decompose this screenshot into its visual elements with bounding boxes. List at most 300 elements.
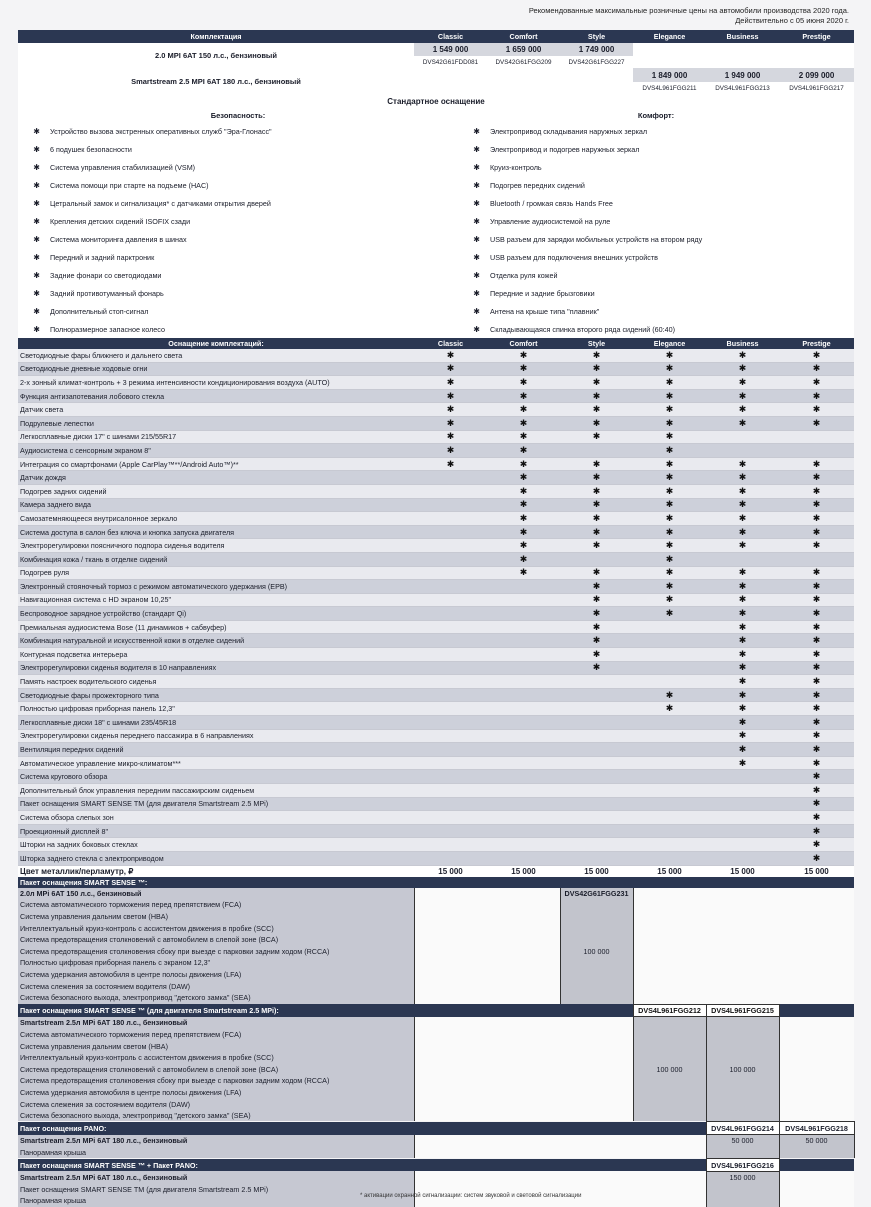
header-note [529, 6, 849, 26]
standard-row [18, 122, 854, 140]
safety-item: Крепления детских сидений ISOFIX сзади [48, 212, 458, 230]
option-cell [706, 552, 779, 566]
empty-cell [779, 1075, 854, 1087]
included-mark-icon: ✱ [779, 403, 854, 417]
option-cell [487, 824, 560, 838]
bullet-icon: ✱ [458, 248, 488, 266]
included-mark-icon: ✱ [633, 607, 706, 621]
package-price: 100 000 [560, 946, 633, 958]
option-cell [560, 824, 633, 838]
empty-cell [633, 934, 854, 946]
package-row [18, 1110, 854, 1122]
empty-cell [560, 992, 633, 1004]
option-label: Подогрев задних сидений [18, 484, 414, 498]
package-row [18, 888, 854, 900]
empty-cell [414, 1063, 633, 1075]
options-list [18, 349, 854, 866]
package-row [18, 992, 854, 1004]
option-cell [633, 756, 706, 770]
option-cell [487, 648, 560, 662]
option-cell [560, 552, 633, 566]
option-cell [487, 729, 560, 743]
empty-cell [414, 934, 560, 946]
empty-cell [779, 1063, 854, 1075]
bullet-icon: ✱ [458, 320, 488, 338]
package-pano [18, 1121, 855, 1158]
safety-item: Цетральный замок и сигнализация* с датчиками открытия дверей [48, 194, 458, 212]
included-mark-icon: ✱ [560, 471, 633, 485]
bullet-icon: ✱ [18, 302, 48, 320]
option-label: Подрулевые лепестки [18, 416, 414, 430]
option-label: Шторка заднего стекла с электроприводом [18, 851, 414, 865]
bullet-icon: ✱ [18, 266, 48, 284]
standard-row [18, 302, 854, 320]
safety-item: Задние фонари со светодиодами [48, 266, 458, 284]
option-cell [414, 580, 487, 594]
package-row [18, 1029, 854, 1041]
option-cell [633, 743, 706, 757]
option-label: Аудиосистема с сенсорным экраном 8" [18, 444, 414, 458]
comfort-item: Складывающаяся спинка второго ряда сидений (60:40) [488, 320, 854, 338]
option-row [18, 416, 854, 430]
metallic-price: 15 000 [438, 866, 463, 876]
empty-cell [414, 1040, 633, 1052]
standard-list [18, 122, 854, 338]
included-mark-icon: ✱ [560, 661, 633, 675]
option-cell [414, 811, 487, 825]
included-mark-icon: ✱ [779, 525, 854, 539]
included-mark-icon: ✱ [706, 376, 779, 390]
standard-title: Стандартное оснащение [18, 94, 854, 108]
option-cell [779, 552, 854, 566]
engine2-name: Smartstream 2.5 MPI 6AT 180 л.с., бензиновый [131, 76, 301, 86]
package-item: Система безопасного выхода, электропривод "детского замка" (SEA) [18, 1110, 414, 1122]
included-mark-icon: ✱ [706, 457, 779, 471]
included-mark-icon: ✱ [633, 688, 706, 702]
package-row [18, 1075, 854, 1087]
metallic-price: 15 000 [730, 866, 755, 876]
price-table [18, 30, 854, 43]
option-cell [414, 743, 487, 757]
included-mark-icon: ✱ [633, 498, 706, 512]
included-mark-icon: ✱ [560, 457, 633, 471]
option-cell [633, 729, 706, 743]
option-label: Легкосплавные диски 18" с шинами 235/45R18 [18, 716, 414, 730]
included-mark-icon: ✱ [560, 512, 633, 526]
included-mark-icon: ✱ [633, 362, 706, 376]
included-mark-icon: ✱ [706, 675, 779, 689]
standard-row [18, 320, 854, 338]
option-cell [414, 484, 487, 498]
metallic-price: 15 000 [584, 866, 609, 876]
option-cell [779, 430, 854, 444]
empty-cell [633, 1029, 706, 1041]
included-mark-icon: ✱ [706, 702, 779, 716]
standard-row [18, 212, 854, 230]
option-row [18, 729, 854, 743]
option-cell [487, 620, 560, 634]
empty-cell [633, 946, 854, 958]
option-cell [560, 444, 633, 458]
option-row [18, 484, 854, 498]
trim-header: Business [706, 338, 779, 349]
empty-cell [633, 911, 854, 923]
bullet-icon: ✱ [458, 302, 488, 320]
trim-header: Business [706, 30, 779, 43]
included-mark-icon: ✱ [779, 784, 854, 798]
package-row [18, 980, 854, 992]
empty-cell [633, 1098, 706, 1110]
package-smart-sense-pano [18, 1158, 854, 1206]
bullet-icon: ✱ [458, 212, 488, 230]
included-mark-icon: ✱ [779, 362, 854, 376]
empty-cell [414, 1029, 633, 1041]
empty-cell [706, 1017, 779, 1029]
package-price: 50 000 [779, 1135, 854, 1147]
included-mark-icon: ✱ [779, 607, 854, 621]
included-mark-icon: ✱ [706, 471, 779, 485]
empty-cell [633, 1087, 706, 1099]
empty-cell [706, 1110, 779, 1122]
trim-header: Style [560, 30, 633, 43]
option-label: Контурная подсветка интерьера [18, 648, 414, 662]
metallic-label: Цвет металлик/перламутр, ₽ [20, 866, 134, 876]
code-cell: DVS4L961FGG211 [642, 84, 697, 92]
included-mark-icon: ✱ [414, 457, 487, 471]
included-mark-icon: ✱ [779, 688, 854, 702]
empty-cell [633, 969, 854, 981]
empty-cell [414, 1098, 633, 1110]
safety-title: Безопасность: [18, 108, 458, 122]
option-row [18, 607, 854, 621]
option-cell [560, 688, 633, 702]
standard-table [18, 94, 854, 122]
option-cell [414, 784, 487, 798]
empty-cell [414, 899, 560, 911]
trim-header: Style [560, 338, 633, 349]
included-mark-icon: ✱ [633, 580, 706, 594]
included-mark-icon: ✱ [706, 634, 779, 648]
option-cell [706, 838, 779, 852]
option-label: Автоматическое управление микро-климатом*** [18, 756, 414, 770]
option-cell [487, 743, 560, 757]
option-row [18, 743, 854, 757]
package-row [18, 1098, 854, 1110]
empty-cell [633, 992, 854, 1004]
empty-cell [706, 1040, 779, 1052]
package-title-row [18, 1159, 854, 1172]
option-cell [414, 702, 487, 716]
included-mark-icon: ✱ [779, 349, 854, 362]
comfort-item: Передние и задние брызговики [488, 284, 854, 302]
option-row [18, 593, 854, 607]
included-mark-icon: ✱ [487, 484, 560, 498]
option-row [18, 512, 854, 526]
option-row [18, 811, 854, 825]
included-mark-icon: ✱ [560, 430, 633, 444]
option-cell [633, 824, 706, 838]
option-cell [487, 593, 560, 607]
included-mark-icon: ✱ [633, 525, 706, 539]
option-label: Светодиодные дневные ходовые огни [18, 362, 414, 376]
option-cell [414, 838, 487, 852]
option-cell [487, 634, 560, 648]
included-mark-icon: ✱ [487, 566, 560, 580]
option-cell [560, 702, 633, 716]
included-mark-icon: ✱ [779, 484, 854, 498]
empty-cell [633, 1017, 706, 1029]
empty-cell [414, 980, 560, 992]
package-title: Пакет оснащения SMART SENSE ™: [18, 877, 854, 888]
bullet-icon: ✱ [458, 266, 488, 284]
included-mark-icon: ✱ [779, 797, 854, 811]
option-cell [560, 851, 633, 865]
options-title: Оснащение комплектаций: [18, 338, 414, 349]
comfort-item: Антена на крыше типа "плавник" [488, 302, 854, 320]
included-mark-icon: ✱ [779, 675, 854, 689]
included-mark-icon: ✱ [560, 484, 633, 498]
included-mark-icon: ✱ [779, 729, 854, 743]
empty-cell [779, 1040, 854, 1052]
included-mark-icon: ✱ [560, 593, 633, 607]
option-label: Электрорегулировки сиденья водителя в 10 направлениях [18, 661, 414, 675]
empty-cell [779, 1159, 854, 1172]
included-mark-icon: ✱ [779, 566, 854, 580]
standard-row [18, 158, 854, 176]
empty-cell [706, 1147, 779, 1159]
included-mark-icon: ✱ [633, 457, 706, 471]
option-cell [560, 811, 633, 825]
empty-cell [560, 957, 633, 969]
option-cell [414, 620, 487, 634]
included-mark-icon: ✱ [487, 512, 560, 526]
package-code: DVS4L961FGG214 [706, 1122, 779, 1135]
package-row [18, 946, 854, 958]
included-mark-icon: ✱ [414, 430, 487, 444]
option-row [18, 498, 854, 512]
included-mark-icon: ✱ [706, 539, 779, 553]
package-item: Система управления дальним светом (HBA) [18, 911, 414, 923]
included-mark-icon: ✱ [706, 620, 779, 634]
empty-cell [414, 1052, 633, 1064]
option-cell [414, 851, 487, 865]
package-item: Система автоматического торможения перед препятствием (FCA) [18, 1029, 414, 1041]
option-cell [633, 797, 706, 811]
option-cell [414, 607, 487, 621]
standard-row [18, 284, 854, 302]
included-mark-icon: ✱ [779, 376, 854, 390]
included-mark-icon: ✱ [779, 824, 854, 838]
bullet-icon: ✱ [18, 194, 48, 212]
option-row [18, 444, 854, 458]
included-mark-icon: ✱ [487, 376, 560, 390]
empty-cell [414, 1135, 706, 1147]
engine-table [18, 43, 854, 94]
included-mark-icon: ✱ [633, 484, 706, 498]
included-mark-icon: ✱ [779, 498, 854, 512]
option-cell [414, 824, 487, 838]
included-mark-icon: ✱ [560, 620, 633, 634]
option-row [18, 362, 854, 376]
empty-cell [414, 957, 560, 969]
empty-cell [414, 1075, 633, 1087]
option-row [18, 770, 854, 784]
package-title: Пакет оснащения PANO: [18, 1122, 706, 1135]
option-cell [414, 471, 487, 485]
package-item: Система безопасного выхода, электропривод "детского замка" (SEA) [18, 992, 414, 1004]
comfort-item: Подогрев передних сидений [488, 176, 854, 194]
included-mark-icon: ✱ [779, 661, 854, 675]
option-row [18, 457, 854, 471]
option-row [18, 552, 854, 566]
included-mark-icon: ✱ [487, 471, 560, 485]
trim-header: Comfort [487, 338, 560, 349]
included-mark-icon: ✱ [633, 389, 706, 403]
included-mark-icon: ✱ [633, 416, 706, 430]
package-row [18, 1063, 854, 1075]
empty-cell [560, 922, 633, 934]
empty-cell [706, 1052, 779, 1064]
included-mark-icon: ✱ [560, 539, 633, 553]
package-title-row [18, 1122, 854, 1135]
option-cell [414, 688, 487, 702]
bullet-icon: ✱ [458, 284, 488, 302]
comfort-item: Круиз-контроль [488, 158, 854, 176]
code-cell: DVS42G61FGG209 [495, 58, 552, 66]
included-mark-icon: ✱ [706, 593, 779, 607]
table-header-row [18, 30, 854, 43]
package-engine: Smartstream 2.5л MPi 6AT 180 л.с., бензиновый [18, 1135, 414, 1147]
trim-header: Elegance [633, 30, 706, 43]
option-row [18, 784, 854, 798]
package-row [18, 1040, 854, 1052]
included-mark-icon: ✱ [487, 444, 560, 458]
option-label: Легкосплавные диски 17" с шинами 215/55R17 [18, 430, 414, 444]
empty-cell [560, 934, 633, 946]
option-label: Датчик дождя [18, 471, 414, 485]
code-cell: DVS42G61FGG227 [568, 58, 625, 66]
metallic-row [18, 866, 854, 877]
option-label: Камера заднего вида [18, 498, 414, 512]
option-cell [779, 444, 854, 458]
included-mark-icon: ✱ [706, 743, 779, 757]
trim-header: Prestige [779, 338, 854, 349]
included-mark-icon: ✱ [560, 634, 633, 648]
comfort-item: Электропривод складывания наружных зеркал [488, 122, 854, 140]
option-row [18, 376, 854, 390]
option-cell [487, 784, 560, 798]
option-cell [560, 716, 633, 730]
included-mark-icon: ✱ [560, 525, 633, 539]
included-mark-icon: ✱ [779, 716, 854, 730]
included-mark-icon: ✱ [414, 403, 487, 417]
package-price: 100 000 [633, 1063, 706, 1075]
metallic-price: 15 000 [804, 866, 829, 876]
package-price: 50 000 [706, 1135, 779, 1147]
standard-row [18, 248, 854, 266]
comfort-item: Управление аудиосистемой на руле [488, 212, 854, 230]
included-mark-icon: ✱ [633, 349, 706, 362]
empty-cell [633, 957, 854, 969]
included-mark-icon: ✱ [633, 702, 706, 716]
standard-row [18, 194, 854, 212]
option-cell [633, 838, 706, 852]
option-label: Самозатемняющееся внутрисалонное зеркало [18, 512, 414, 526]
package-code: DVS4L961FGG215 [706, 1004, 779, 1017]
standard-row [18, 266, 854, 284]
package-engine: Smartstream 2.5л MPi 6AT 180 л.с., бензиновый [18, 1017, 414, 1029]
bullet-icon: ✱ [18, 212, 48, 230]
package-item: Система слежения за состоянием водителя (DAW) [18, 1098, 414, 1110]
option-row [18, 661, 854, 675]
empty-cell [560, 911, 633, 923]
option-row [18, 756, 854, 770]
option-cell [633, 784, 706, 798]
option-row [18, 539, 854, 553]
option-label: Система обзора слепых зон [18, 811, 414, 825]
engine1-name: 2.0 MPI 6AT 150 л.с., бензиновый [155, 51, 277, 60]
package-row [18, 1171, 854, 1183]
included-mark-icon: ✱ [414, 416, 487, 430]
safety-item: Передний и задний парктроник [48, 248, 458, 266]
option-row [18, 824, 854, 838]
option-cell [414, 593, 487, 607]
included-mark-icon: ✱ [560, 349, 633, 362]
package-title-row [18, 877, 854, 888]
empty-cell [779, 1087, 854, 1099]
package-item: Система слежения за состоянием водителя (DAW) [18, 980, 414, 992]
option-label: Пакет оснащения SMART SENSE TM (для двигателя Smartstream 2.5 MPi) [18, 797, 414, 811]
package-item: Панорамная крыша [18, 1195, 414, 1207]
empty-cell [706, 1098, 779, 1110]
package-item: Полностью цифровая приборная панель с экраном 12,3" [18, 957, 414, 969]
package-row [18, 1087, 854, 1099]
bullet-icon: ✱ [18, 140, 48, 158]
option-cell [560, 729, 633, 743]
empty-cell [779, 1183, 854, 1195]
included-mark-icon: ✱ [706, 661, 779, 675]
option-cell [706, 444, 779, 458]
bullet-icon: ✱ [458, 194, 488, 212]
option-cell [560, 675, 633, 689]
option-label: Дополнительный блок управления передним пассажирским сиденьем [18, 784, 414, 798]
empty-cell [779, 1171, 854, 1183]
included-mark-icon: ✱ [633, 430, 706, 444]
package-price: 150 000 [706, 1171, 779, 1183]
bullet-icon: ✱ [18, 248, 48, 266]
option-label: Комбинация кожа / ткань в отделке сидений [18, 552, 414, 566]
package-item: Система удержания автомобиля в центре полосы движения (LFA) [18, 969, 414, 981]
included-mark-icon: ✱ [779, 702, 854, 716]
option-cell [706, 797, 779, 811]
empty-cell [706, 1087, 779, 1099]
option-cell [706, 851, 779, 865]
package-title-row [18, 1004, 854, 1017]
package-code: DVS4L961FGG218 [779, 1122, 854, 1135]
empty-cell [414, 922, 560, 934]
included-mark-icon: ✱ [779, 851, 854, 865]
package-smart-sense-2-0 [18, 877, 854, 1004]
package-row [18, 1017, 854, 1029]
included-mark-icon: ✱ [560, 376, 633, 390]
price-cell: 1 659 000 [487, 43, 560, 56]
option-cell [706, 811, 779, 825]
option-cell [414, 675, 487, 689]
option-row [18, 716, 854, 730]
included-mark-icon: ✱ [560, 389, 633, 403]
bullet-icon: ✱ [458, 230, 488, 248]
bullet-icon: ✱ [458, 176, 488, 194]
